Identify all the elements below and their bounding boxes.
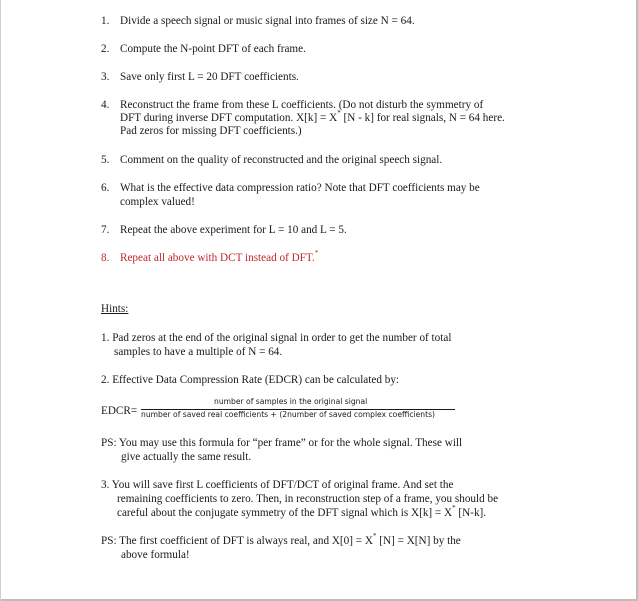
ps-note: PS: You may use this formula for “per frame” or for the whole signal. These will — [101, 437, 463, 449]
item-text: DFT during inverse DFT computation. X[k] = X* [N - k] for real signals, N = 64 here. — [120, 109, 505, 124]
item-text: Repeat the above experiment for L = 10 and L = 5. — [120, 224, 347, 236]
item-number: 6. — [101, 182, 110, 194]
item-text: Save only first L = 20 DFT coefficients. — [120, 71, 299, 83]
ps-note: give actually the same result. — [121, 451, 252, 463]
item-text: Pad zeros for missing DFT coefficients.) — [120, 125, 302, 137]
item-number: 7. — [101, 224, 110, 236]
item-text: Divide a speech signal or music signal into frames of size N = 64. — [120, 15, 415, 27]
item-text: Reconstruct the frame from these L coefficients. (Do not disturb the symmetry of — [120, 99, 484, 111]
item-number: 8. — [101, 252, 110, 264]
ps-note: above formula! — [121, 549, 190, 561]
hints-heading: Hints: — [101, 303, 129, 315]
item-text: Compute the N-point DFT of each frame. — [120, 43, 306, 55]
item-text: What is the effective data compression ratio? Note that DFT coefficients may be — [120, 182, 480, 194]
hint-text: 2. Effective Data Compression Rate (EDCR) can be calculated by: — [101, 374, 400, 386]
hint-text: samples to have a multiple of N = 64. — [114, 346, 283, 358]
ps-note: PS: The first coefficient of DFT is always real, and X[0] = X* [N] = X[N] by the — [101, 532, 461, 547]
item-number: 1. — [101, 15, 110, 27]
item-text: Comment on the quality of reconstructed and the original speech signal. — [120, 154, 443, 166]
item-text: complex valued! — [120, 196, 195, 208]
item-number: 3. — [101, 71, 110, 83]
item-number: 4. — [101, 99, 110, 111]
page-border-left — [0, 0, 1, 601]
edcr-label: EDCR= — [101, 405, 138, 417]
hint-text: careful about the conjugate symmetry of the DFT signal which is X[k] = X* [N-k]. — [117, 504, 487, 519]
formula-numerator: number of samples in the original signal — [214, 397, 368, 406]
item-text-red: Repeat all above with DCT instead of DFT.* — [120, 249, 319, 264]
hint-text: 1. Pad zeros at the end of the original signal in order to get the number of total — [101, 332, 452, 344]
hint-text: remaining coefficients to zero. Then, in reconstruction step of a frame, you should be — [117, 493, 499, 505]
item-number: 2. — [101, 43, 110, 55]
item-number: 5. — [101, 154, 110, 166]
formula-denominator: number of saved real coefficients + (2number of saved complex coefficients) — [141, 410, 436, 419]
hint-text: 3. You will save first L coefficients of DFT/DCT of original frame. And set the — [101, 479, 454, 491]
